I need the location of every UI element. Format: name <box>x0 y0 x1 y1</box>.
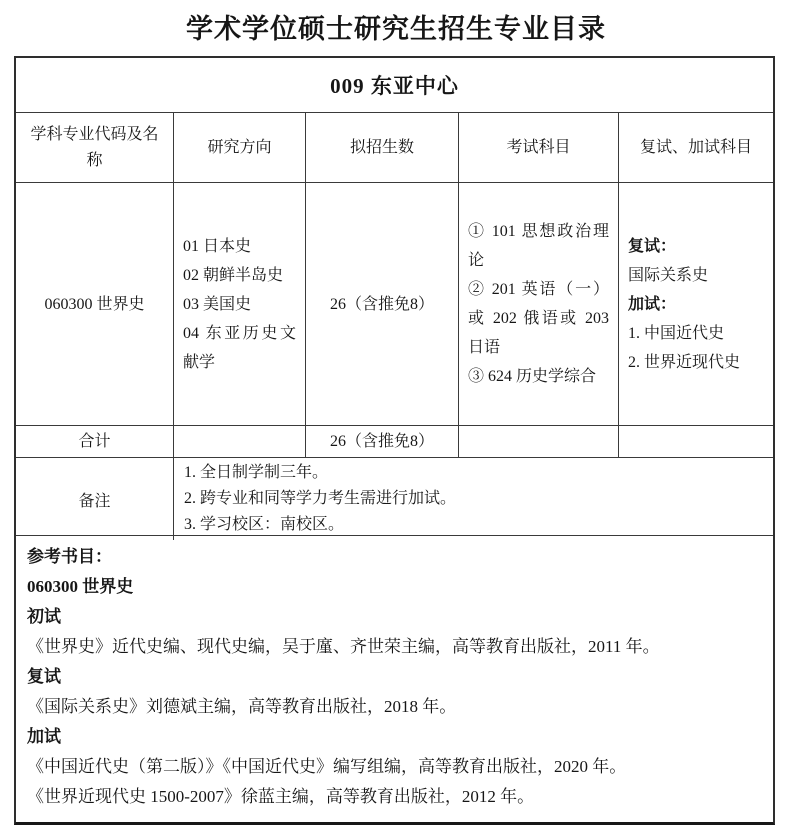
column-header-retest-subjects: 复试、加试科目 <box>639 138 752 156</box>
section-header-row <box>16 58 773 113</box>
direction-item: 03 美国史 <box>183 295 252 313</box>
total-label: 合计 <box>16 426 174 457</box>
note-item: 2. 跨专业和同等学力考生需进行加试。 <box>184 490 457 507</box>
reference-additional-book: 《中国近代史（第二版）》《中国近代史》编写组编，高等教育出版社，2020 年。 <box>27 757 627 776</box>
reference-retest-label: 复试 <box>27 667 61 686</box>
reference-retest-book: 《国际关系史》刘德斌主编，高等教育出版社，2018 年。 <box>27 697 457 716</box>
program-retest-subjects <box>619 183 773 425</box>
section-header: 009 东亚中心 <box>330 74 459 98</box>
program-exam-subjects <box>459 183 619 425</box>
column-header-code-name: 学科专业代码及名称 <box>16 113 174 182</box>
total-empty-cell <box>619 426 773 457</box>
note-item: 3. 学习校区：南校区。 <box>184 516 345 533</box>
reference-initial-label: 初试 <box>27 607 61 626</box>
reference-heading: 参考书目： <box>27 547 112 566</box>
additional-test-item: 1. 中国近代史 <box>628 324 725 342</box>
reference-section <box>16 536 773 822</box>
notes-row <box>16 458 773 536</box>
reference-additional-label: 加试 <box>27 727 61 746</box>
exam-subject-item: ② 201 英语（一）或 202 俄语或 203 日语 <box>468 281 609 356</box>
total-empty-cell <box>459 426 619 457</box>
column-header-directions: 研究方向 <box>174 113 306 182</box>
column-header-enrollment: 拟招生数 <box>306 113 459 182</box>
program-enrollment: 26（含推免8） <box>306 183 459 425</box>
notes-label: 备注 <box>16 458 174 540</box>
page-title: 学术学位硕士研究生招生专业目录 <box>186 14 606 44</box>
program-code-name: 060300 世界史 <box>16 183 174 425</box>
additional-test-item: 2. 世界近现代史 <box>628 353 741 371</box>
total-row <box>16 426 773 458</box>
program-directions <box>174 183 306 425</box>
direction-item: 01 日本史 <box>183 237 252 255</box>
admissions-table <box>14 56 775 825</box>
reference-program-code: 060300 世界史 <box>27 577 134 596</box>
retest-subject: 国际关系史 <box>628 266 709 284</box>
retest-label: 复试： <box>628 237 677 255</box>
additional-test-label: 加试： <box>628 295 677 313</box>
total-empty-cell <box>174 426 306 457</box>
total-enrollment: 26（含推免8） <box>306 426 459 457</box>
reference-initial-book: 《世界史》近代史编、现代史编，吴于廑、齐世荣主编，高等教育出版社，2011 年。 <box>27 637 660 656</box>
reference-additional-book: 《世界近现代史 1500-2007》徐蓝主编，高等教育出版社，2012 年。 <box>27 787 535 806</box>
table-header-row <box>16 113 773 183</box>
note-item: 1. 全日制学制三年。 <box>184 464 329 481</box>
direction-item: 02 朝鲜半岛史 <box>183 266 284 284</box>
column-header-exam-subjects: 考试科目 <box>459 113 619 182</box>
exam-subject-item: ① 101 思想政治理论 <box>468 223 609 269</box>
exam-subject-item: ③ 624 历史学综合 <box>468 368 597 385</box>
direction-item: 04 东亚历史文献学 <box>183 324 296 371</box>
notes-content <box>174 458 773 540</box>
program-row <box>16 183 773 426</box>
